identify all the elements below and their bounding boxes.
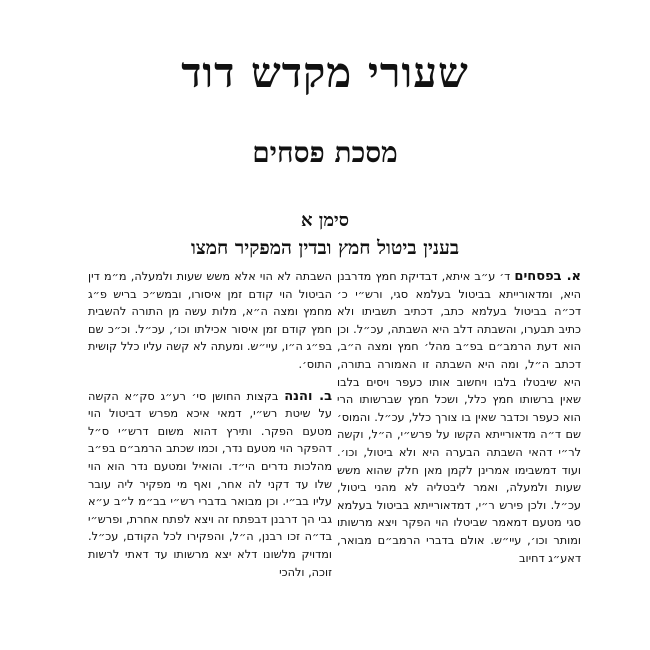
paragraph-a-continuation: השבתה לא הוי אלא משש שעות ולמעלה, מ״מ דין הביטול הוי קודם זמן איסורו, ובמש״כ בריש פ״ג מחמץ ומצה ה״א, מלות עשה מן התורה להשבית חמץ קודם זמן איסור אכילתו וכו׳, עכ״ל. וכ״כ שם בפ״ג ה״ו, עיי״ש. ומעתה לא קשה עליו כלל קושית התוס׳. <box>88 270 332 371</box>
book-title: שעורי מקדש דוד <box>181 48 469 97</box>
siman-label: סימן א <box>300 210 350 231</box>
paragraph-b-text: בקצות החושן סי׳ רע״ג סק״א הקשה על שיטת רש״י, דמאי איכא מפרש דביטול הוי מטעם הפקר. ותירץ דהוא משום דרש״י ס״ל דהפקר הוי מטעם נדר, וכמו שכתב הרמב״ם בפ״ב מהלכות נדרים הי״ד. והואיל ומטעם נדר הוא הוי שלו עד דקני לה אחר, ואף מי מפקיר ליה עובר עליו בב״י. וכן מבואר בדברי רש״י בב״מ ל״ב ע״א גבי הך דרבנן דבפתח זה ויצא לפתח אחרת, ופרש״י בד״ה זכו רבנן, ה״ל, והפקירו לכל הקודם, עכ״ל. ומדויק מלשונו דלא יצא מרשותו עד דאתי לרשות זוכה, ולהכי <box>88 389 332 579</box>
right-column <box>337 268 581 650</box>
paragraph-b-lead: ב. והנה <box>284 388 332 404</box>
left-column <box>88 268 332 650</box>
paragraph-a-text: ד׳ ע״ב איתא, דבדיקת חמץ מדרבנן היא, ומדאורייתא בביטול בעלמא סגי, ורש״י כ׳ דכ״ה בביטול בעלמא כתב, דכתיב תשביתו ולא כתיב תבערו, והשבתה דלב היא השבתה, עכ״ל. וכן הוא דעת הרמב״ם בפ״ב מהל׳ חמץ ומצה ה״ב, דכתב ה״ל, ומה היא השבתה זו האמורה בתורה, היא שיבטלו בלבו ויחשוב אותו כעפר ויסים בלבו שאין ברשותו חמץ כלל, ושכל חמץ שברשותו הרי הוא כעפר וכדבר שאין בו צורך כלל, עכ״ל. והמוס׳ שם ד״ה מדאורייתא הקשו על פרש״י, ה״ל, וקשה לר״י דהאי השבתה הבערה היא ולא ביטול, וכו׳. ועוד דמשבימו אמרינן לקמן מאן חלק שהוא משש שעות ולמעלה, ואמר ליבטליה לא מהני ביטול, עכ״ל. ולכן פירש ר״י, דמדאורייתא בביטול בעלמא סגי מטעם דמאמר שביטלו הוי הפקר ויצא מרשותו ומותר וכו׳, עיי״ש. אולם בדברי הרמב״ם מבואר, דאע״ג דחיוב <box>337 270 581 565</box>
tractate-title: מסכת פסחים <box>252 136 398 169</box>
section-heading: בענין ביטול חמץ ובדין המפקיר חמצו <box>190 237 460 259</box>
paragraph-a-lead: א. בפסחים <box>514 269 581 284</box>
paragraph-a <box>337 268 581 567</box>
paragraph-b <box>88 388 332 582</box>
